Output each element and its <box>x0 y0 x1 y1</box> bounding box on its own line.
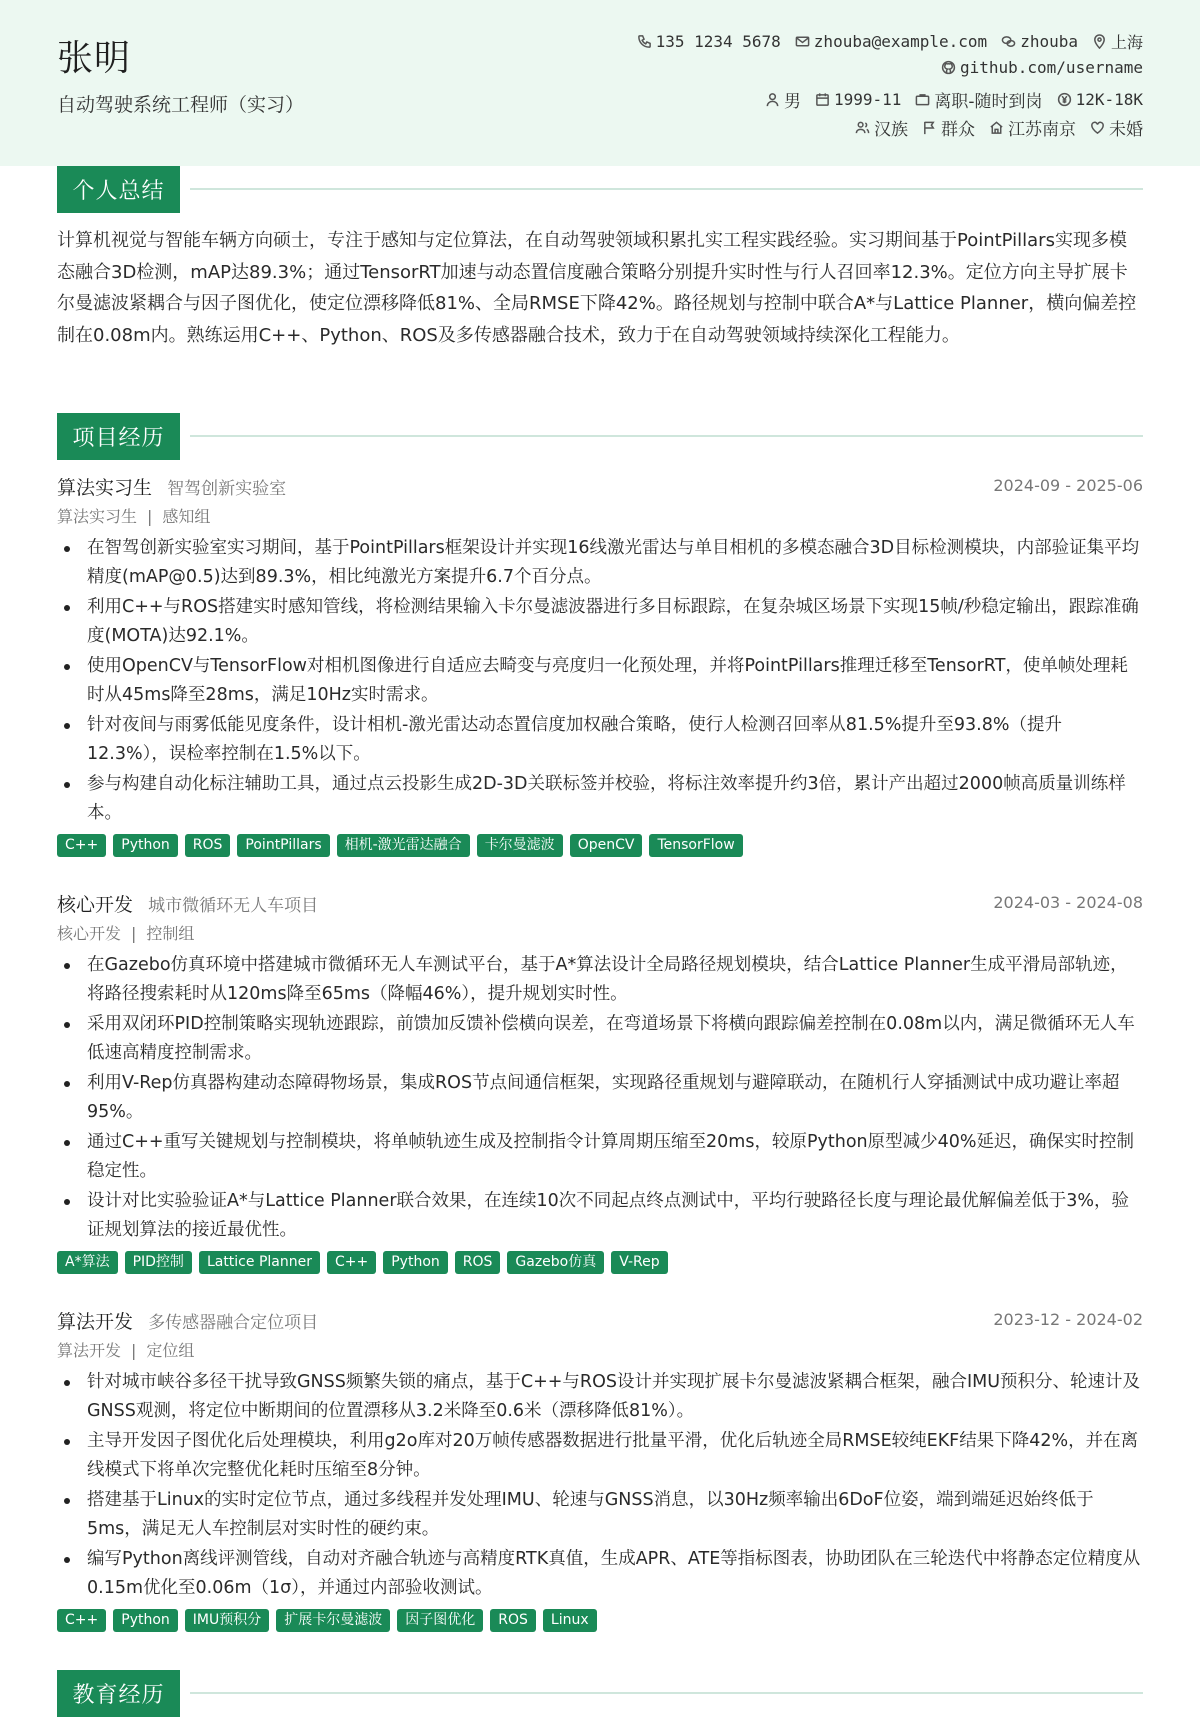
phone-icon <box>637 34 652 49</box>
skill-tag: Lattice Planner <box>199 1251 320 1274</box>
skill-tags <box>57 834 1143 857</box>
skill-tag: A*算法 <box>57 1251 118 1274</box>
skill-tag: ROS <box>455 1251 501 1274</box>
skill-tag: TensorFlow <box>649 834 742 857</box>
home-icon <box>989 120 1004 135</box>
bullet-item: 在Gazebo仿真环境中搭建城市微循环无人车测试平台，基于A*算法设计全局路径规划模块，结合Lattice Planner生成平滑局部轨迹，将路径搜索耗时从120ms降至65ms（降幅46%），提升规划实时性。 <box>87 951 1143 1009</box>
project-entry <box>57 890 1143 1274</box>
skill-tags <box>57 1251 1143 1274</box>
project-bullets <box>57 534 1143 828</box>
resume-header <box>0 0 1200 166</box>
bullet-item: 参与构建自动化标注辅助工具，通过点云投影生成2D-3D关联标签并校验，将标注效率提升约3倍，累计产出超过2000帧高质量训练样本。 <box>87 770 1143 828</box>
email-address[interactable]: zhouba@example.com <box>813 32 988 51</box>
skill-tag: C++ <box>57 834 106 857</box>
target-position: 自动驾驶系统工程师（实习） <box>57 94 305 116</box>
heart-icon <box>1090 120 1105 135</box>
project-role: 算法实习生 <box>57 477 153 499</box>
project-subtitle: 算法实习生 | 感知组 <box>57 507 211 526</box>
skill-tag: PID控制 <box>125 1251 192 1274</box>
contact-row-4 <box>855 115 1143 140</box>
section-title-projects: 项目经历 <box>57 413 180 460</box>
bullet-item: 编写Python离线评测管线，自动对齐融合轨迹与高精度RTK真值，生成APR、ATE等指标图表，协助团队在三轮迭代中将静态定位精度从0.15m优化至0.06m（1σ），并通过内部验收测试。 <box>87 1545 1143 1603</box>
project-date: 2024-09 - 2025-06 <box>993 476 1143 495</box>
person-icon <box>765 92 780 107</box>
skill-tag: Linux <box>543 1609 597 1632</box>
money-icon <box>1057 92 1072 107</box>
skill-tag: IMU预积分 <box>185 1609 269 1632</box>
project-bullets <box>57 951 1143 1245</box>
contact-row-2 <box>941 58 1143 77</box>
github-item[interactable] <box>941 58 1143 77</box>
status-item <box>915 87 1042 112</box>
job-status: 离职-随时到岗 <box>934 92 1043 112</box>
bullet-item: 采用双闭环PID控制策略实现轨迹跟踪，前馈加反馈补偿横向误差，在弯道场景下将横向跟踪偏差控制在0.08m以内，满足微循环无人车低速高精度控制需求。 <box>87 1010 1143 1068</box>
project-header <box>57 1307 1143 1335</box>
mail-icon <box>795 34 810 49</box>
skill-tags <box>57 1609 1143 1632</box>
bullet-item: 利用V-Rep仿真器构建动态障碍物场景，集成ROS节点间通信框架，实现路径重规划与避障联动，在随机行人穿插测试中成功避让率超95%。 <box>87 1069 1143 1127</box>
marital-status: 未婚 <box>1109 120 1143 140</box>
project-sub-role: 算法实习生 <box>57 507 138 526</box>
ethnicity-item <box>855 115 908 140</box>
bullet-item: 在智驾创新实验室实习期间，基于PointPillars框架设计并实现16线激光雷达与单目相机的多模态融合3D目标检测模块，内部验证集平均精度(mAP@0.5)达到89.3%，相比纯激光方案提升6.7个百分点。 <box>87 534 1143 592</box>
briefcase-icon <box>915 92 930 107</box>
project-sub-role: 算法开发 <box>57 1341 122 1360</box>
skill-tag: 卡尔曼滤波 <box>477 834 563 857</box>
project-subtitle: 算法开发 | 定位组 <box>57 1341 195 1360</box>
hometown-item <box>989 115 1076 140</box>
section-title-summary: 个人总结 <box>57 166 180 213</box>
project-group: 感知组 <box>162 507 211 526</box>
section-title-education: 教育经历 <box>57 1670 180 1717</box>
skill-tag: ROS <box>490 1609 536 1632</box>
project-role: 算法开发 <box>57 1311 134 1333</box>
project-organization: 城市微循环无人车项目 <box>148 896 319 916</box>
expected-salary: 12K-18K <box>1075 90 1143 109</box>
contact-row-1 <box>637 30 1143 53</box>
github-icon <box>941 60 956 75</box>
project-group: 定位组 <box>146 1341 195 1360</box>
city-item <box>1092 30 1143 53</box>
project-bullets <box>57 1368 1143 1603</box>
location-pin-icon <box>1092 34 1107 49</box>
skill-tag: Gazebo仿真 <box>507 1251 604 1274</box>
marital-item <box>1090 115 1143 140</box>
skill-tag: C++ <box>327 1251 376 1274</box>
calendar-icon <box>815 92 830 107</box>
skill-tag: V-Rep <box>611 1251 667 1274</box>
candidate-name: 张明 <box>57 38 132 79</box>
github-url[interactable]: github.com/username <box>959 58 1143 77</box>
project-header <box>57 890 1143 918</box>
wechat-item <box>1001 32 1078 51</box>
skill-tag: 因子图优化 <box>397 1609 483 1632</box>
skill-tag: ROS <box>185 834 231 857</box>
gender: 男 <box>783 92 801 112</box>
wechat-icon <box>1001 34 1016 49</box>
flag-icon <box>922 120 937 135</box>
skill-tag: Python <box>113 834 178 857</box>
bullet-item: 通过C++重写关键规划与控制模块，将单帧轨迹生成及控制指令计算周期压缩至20ms，较原Python原型减少40%延迟，确保实时控制稳定性。 <box>87 1128 1143 1186</box>
political-item <box>922 115 975 140</box>
phone-item <box>637 32 781 51</box>
bullet-item: 主导开发因子图优化后处理模块，利用g2o库对20万帧传感器数据进行批量平滑，优化后轨迹全局RMSE较纯EKF结果下降42%，并在离线模式下将单次完整优化耗时压缩至8分钟。 <box>87 1427 1143 1485</box>
bullet-item: 设计对比实验验证A*与Lattice Planner联合效果，在连续10次不同起点终点测试中，平均行驶路径长度与理论最优解偏差低于3%，验证规划算法的接近最优性。 <box>87 1187 1143 1245</box>
project-organization: 智驾创新实验室 <box>167 479 287 499</box>
users-icon <box>855 120 870 135</box>
summary-text: 计算机视觉与智能车辆方向硕士，专注于感知与定位算法，在自动驾驶领域积累扎实工程实践经验。实习期间基于PointPillars实现多模态融合3D检测，mAP达89.3%；通过TensorRT加速与动态置信度融合策略分别提升实时性与行人召回率12.3%。定位方向主导扩展卡尔曼滤波紧耦合与因子图优化，使定位漂移降低81%、全局RMSE下降42%。路径规划与控制中联合A*与Lattice Planner，横向偏差控制在0.08m内。熟练运用C++、Python、ROS及多传感器融合技术，致力于在自动驾驶领域持续深化工程能力。 <box>57 230 1137 346</box>
project-entry <box>57 1307 1143 1632</box>
email-item[interactable] <box>795 32 987 51</box>
skill-tag: 扩展卡尔曼滤波 <box>276 1609 390 1632</box>
contact-row-3 <box>765 87 1143 112</box>
skill-tag: Python <box>383 1251 448 1274</box>
ethnicity: 汉族 <box>874 120 908 140</box>
skill-tag: OpenCV <box>570 834 643 857</box>
bullet-item: 使用OpenCV与TensorFlow对相机图像进行自适应去畸变与亮度归一化预处理，并将PointPillars推理迁移至TensorRT，使单帧处理耗时从45ms降至28ms，满足10Hz实时需求。 <box>87 652 1143 710</box>
wechat-id: zhouba <box>1020 32 1078 51</box>
project-date: 2023-12 - 2024-02 <box>993 1310 1143 1329</box>
skill-tag: C++ <box>57 1609 106 1632</box>
bullet-item: 利用C++与ROS搭建实时感知管线，将检测结果输入卡尔曼滤波器进行多目标跟踪，在复杂城区场景下实现15帧/秒稳定输出，跟踪准确度(MOTA)达92.1%。 <box>87 593 1143 651</box>
project-header <box>57 473 1143 501</box>
project-organization: 多传感器融合定位项目 <box>148 1313 319 1333</box>
phone-number: 135 1234 5678 <box>655 32 781 51</box>
section-divider <box>190 188 1143 190</box>
bullet-item: 针对城市峡谷多径干扰导致GNSS频繁失锁的痛点，基于C++与ROS设计并实现扩展卡尔曼滤波紧耦合框架，融合IMU预积分、轮速计及GNSS观测，将定位中断期间的位置漂移从3.2米降至0.6米（漂移降低81%）。 <box>87 1368 1143 1426</box>
project-sub-role: 核心开发 <box>57 924 122 943</box>
salary-item <box>1057 90 1143 109</box>
skill-tag: Python <box>113 1609 178 1632</box>
birth-date: 1999-11 <box>833 90 902 109</box>
project-date: 2024-03 - 2024-08 <box>993 893 1143 912</box>
project-group: 控制组 <box>146 924 195 943</box>
project-subtitle: 核心开发 | 控制组 <box>57 924 195 943</box>
hometown: 江苏南京 <box>1008 120 1076 140</box>
section-divider <box>190 435 1143 437</box>
bullet-item: 针对夜间与雨雾低能见度条件，设计相机-激光雷达动态置信度加权融合策略，使行人检测召回率从81.5%提升至93.8%（提升12.3%），误检率控制在1.5%以下。 <box>87 711 1143 769</box>
political-status: 群众 <box>941 120 975 140</box>
project-role: 核心开发 <box>57 894 134 916</box>
section-divider <box>190 1692 1143 1694</box>
bullet-item: 搭建基于Linux的实时定位节点，通过多线程并发处理IMU、轮速与GNSS消息，以30Hz频率输出6DoF位姿，端到端延迟始终低于5ms，满足无人车控制层对实时性的硬约束。 <box>87 1486 1143 1544</box>
city: 上海 <box>1110 33 1143 52</box>
birth-item <box>815 90 901 109</box>
gender-item <box>765 87 801 112</box>
project-entry <box>57 473 1143 857</box>
skill-tag: PointPillars <box>237 834 329 857</box>
skill-tag: 相机-激光雷达融合 <box>337 834 470 857</box>
